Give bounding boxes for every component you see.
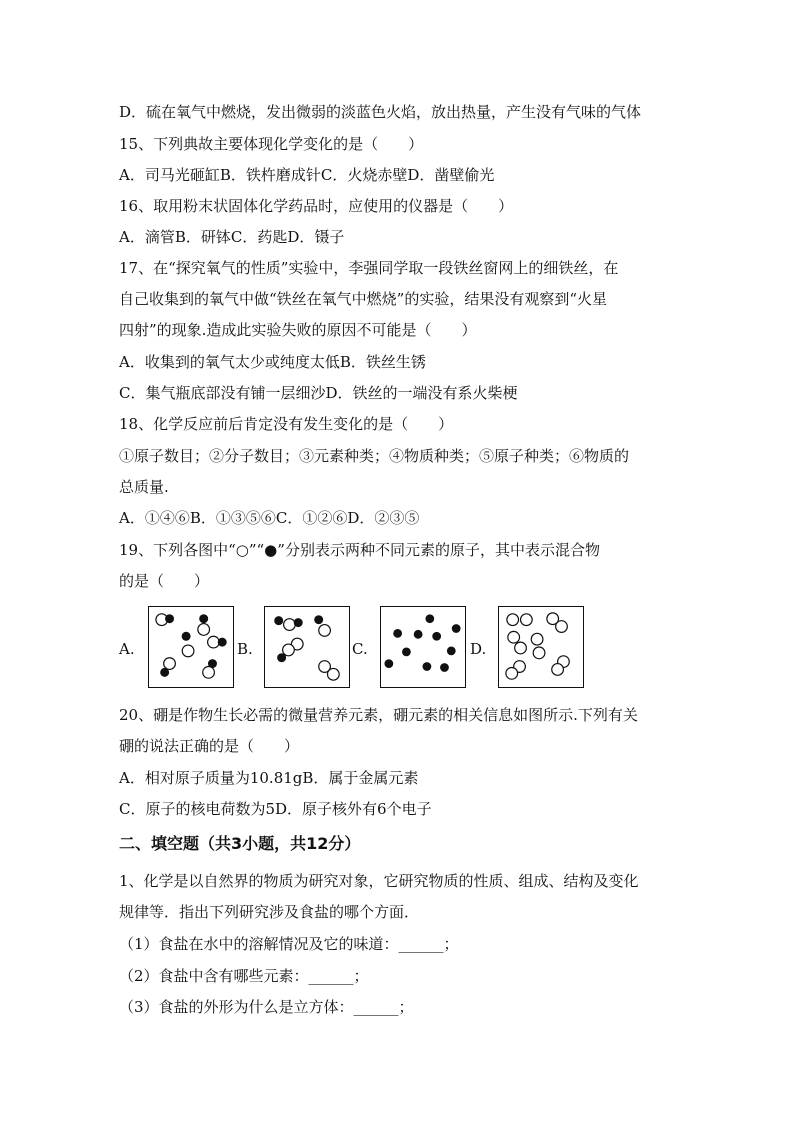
- question-19-line-1: 19、下列各图中“○”“●”分别表示两种不同元素的原子，其中表示混合物: [119, 541, 600, 559]
- fill-question-1-line-1: 1、化学是以自然界的物质为研究对象，它研究物质的性质、组成、结构及变化: [119, 872, 639, 890]
- figure-label-a: A.: [119, 640, 135, 658]
- fill-question-1-part-3: （3）食盐的外形为什么是立方体：______；: [119, 998, 414, 1016]
- question-16-options: A．滴管B．研钵C．药匙D．镊子: [119, 228, 345, 246]
- fill-question-1-part-2: （2）食盐中含有哪些元素：______；: [119, 967, 369, 985]
- question-18-options: A．①④⑥B．①③⑤⑥C．①②⑥D．②③⑤: [119, 509, 420, 527]
- question-20-line-2: 硼的说法正确的是（ ）: [119, 737, 300, 755]
- question-17-options-ab: A．收集到的氧气太少或纯度太低B．铁丝生锈: [119, 353, 426, 371]
- question-19-figures: [119, 604, 599, 694]
- question-16: 16、取用粉末状固体化学药品时，应使用的仪器是（ ）: [119, 197, 514, 215]
- figure-c-box: [380, 606, 466, 688]
- fill-question-1-line-2: 规律等．指出下列研究涉及食盐的哪个方面．: [119, 903, 420, 921]
- question-17-line-1: 17、在“探究氧气的性质”实验中，李强同学取一段铁丝窗网上的细铁丝，在: [119, 259, 619, 277]
- question-15: 15、下列典故主要体现化学变化的是（ ）: [119, 135, 424, 153]
- figure-b-atoms: [265, 607, 349, 687]
- figure-d-box: [498, 606, 584, 688]
- question-18-items-cont: 总质量.: [119, 478, 169, 496]
- option-d-text: D．硫在氧气中燃烧，发出微弱的淡蓝色火焰，放出热量，产生没有气味的气体: [119, 103, 642, 121]
- figure-d-atoms: [499, 607, 583, 687]
- question-17-line-2: 自己收集到的氧气中做“铁丝在氧气中燃烧”的实验，结果没有观察到“火星: [119, 290, 608, 308]
- fill-question-1-part-1: （1）食盐在水中的溶解情况及它的味道：______；: [119, 935, 459, 953]
- figure-a-atoms: [149, 607, 233, 687]
- figure-label-c: C.: [352, 640, 368, 658]
- figure-a-box: [148, 606, 234, 688]
- figure-label-d: D.: [470, 640, 487, 658]
- question-19-line-2: 的是（ ）: [119, 572, 210, 590]
- figure-label-b: B.: [237, 640, 253, 658]
- section-title: 二、填空题（共3小题，共12分）: [119, 834, 361, 853]
- question-17-line-3: 四射”的现象.造成此实验失败的原因不可能是（ ）: [119, 321, 477, 339]
- question-20-line-1: 20、硼是作物生长必需的微量营养元素，硼元素的相关信息如图所示.下列有关: [119, 706, 638, 724]
- question-17-options-cd: C．集气瓶底部没有铺一层细沙D．铁丝的一端没有系火柴梗: [119, 384, 518, 402]
- figure-b-box: [264, 606, 350, 688]
- figure-c-atoms: [381, 607, 465, 687]
- question-18: 18、化学反应前后肯定没有发生变化的是（ ）: [119, 415, 454, 433]
- question-18-items: ①原子数目；②分子数目；③元素种类；④物质种类；⑤原子种类；⑥物质的: [119, 447, 630, 465]
- question-20-options-ab: A．相对原子质量为10.81gB．属于金属元素: [119, 769, 419, 787]
- question-20-options-cd: C．原子的核电荷数为5D．原子核外有6个电子: [119, 800, 432, 818]
- question-15-options: A．司马光砸缸B．铁杵磨成针C．火烧赤壁D．凿壁偷光: [119, 166, 495, 184]
